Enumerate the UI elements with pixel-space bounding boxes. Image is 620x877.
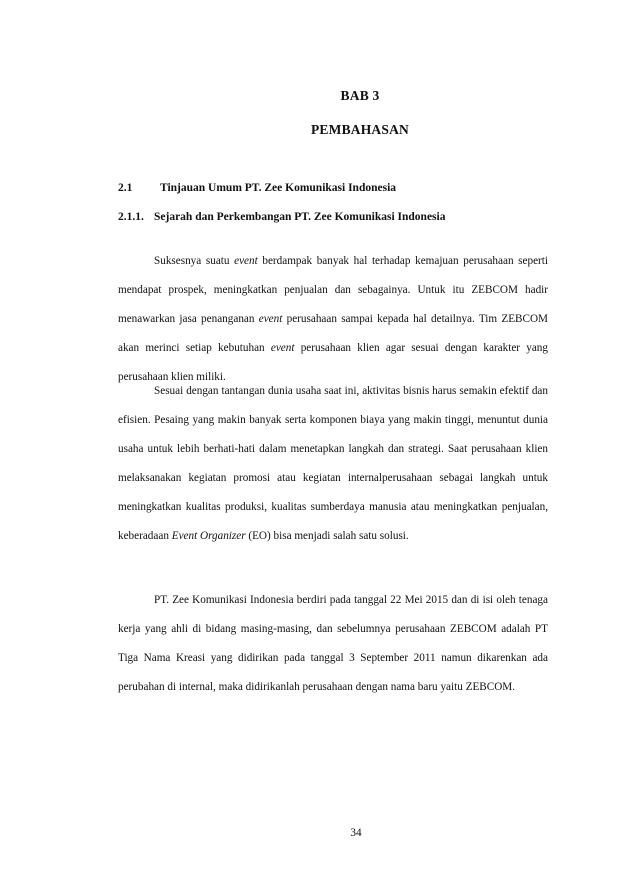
section-heading: [118, 182, 396, 194]
paragraph-2: [118, 377, 548, 551]
paragraph-3-text-1: PT. Zee Komunikasi Indonesia berdiri pada tanggal 22 Mei 2015 dan di isi oleh tenaga kerja yang ahli di bidang masing-masing, dan sebelumnya perusahaan ZEBCOM adalah PT Tiga Nama Kreasi yang didirikan pada tanggal 3 September 2011 namun dikarenkan ada perubahan di internal, maka didirikanlah perusahaan dengan nama baru yaitu ZEBCOM.: [118, 594, 548, 693]
subsection-heading: [118, 211, 445, 223]
chapter-subtitle: PEMBAHASAN: [310, 122, 409, 137]
page-number: 34: [350, 827, 362, 839]
paragraph-1-text-1: Suksesnya suatu: [154, 255, 235, 267]
chapter-title: BAB 3: [340, 88, 380, 103]
subsection-number: 2.1.1.: [118, 211, 144, 223]
paragraph-1: [118, 247, 548, 392]
paragraph-3: [118, 586, 548, 702]
section-number: 2.1: [118, 182, 133, 194]
paragraph-2-block: [118, 377, 548, 551]
paragraph-1-italic-1: event: [234, 255, 258, 267]
paragraph-3-block: [118, 586, 548, 702]
paragraph-1-block: [118, 247, 548, 392]
paragraph-1-text-3: perusahaan sampai kepada hal detailnya. Tim ZEBCOM akan merinci setiap kebutuhan: [118, 313, 548, 354]
paragraph-2-italic-1: Event Organizer: [171, 530, 246, 542]
subsection-title: Sejarah dan Perkembangan PT. Zee Komunikasi Indonesia: [154, 211, 446, 223]
paragraph-1-italic-3: event: [270, 342, 295, 354]
paragraph-1-text-4: perusahaan klien agar sesuai dengan karakter yang perusahaan klien miliki.: [118, 342, 548, 383]
paragraph-1-text-2: berdampak banyak hal terhadap kemajuan perusahaan seperti mendapat prospek, meningkatkan penjualan dan sebagainya. Untuk itu ZEBCOM hadir menawarkan jasa penanganan: [118, 255, 548, 325]
paragraph-2-text-2: (EO) bisa menjadi salah satu solusi.: [245, 530, 409, 542]
paragraph-1-italic-2: event: [258, 313, 283, 325]
section-title: Tinjauan Umum PT. Zee Komunikasi Indonesia: [160, 182, 397, 194]
paragraph-2-text-1: Sesuai dengan tantangan dunia usaha saat ini, aktivitas bisnis harus semakin efektif dan efisien. Pesaing yang makin banyak serta komponen biaya yang makin tinggi, menuntut dunia usaha untuk lebih berhati-hati dalam menetapkan langkah dan strategi. Saat perusahaan klien melaksanakan kegiatan promosi atau kegiatan internalperusahaan sebagai langkah untuk meningkatkan kualitas produksi, kualitas sumberdaya manusia atau meningkatkan penjualan, keberadaan: [118, 385, 548, 542]
